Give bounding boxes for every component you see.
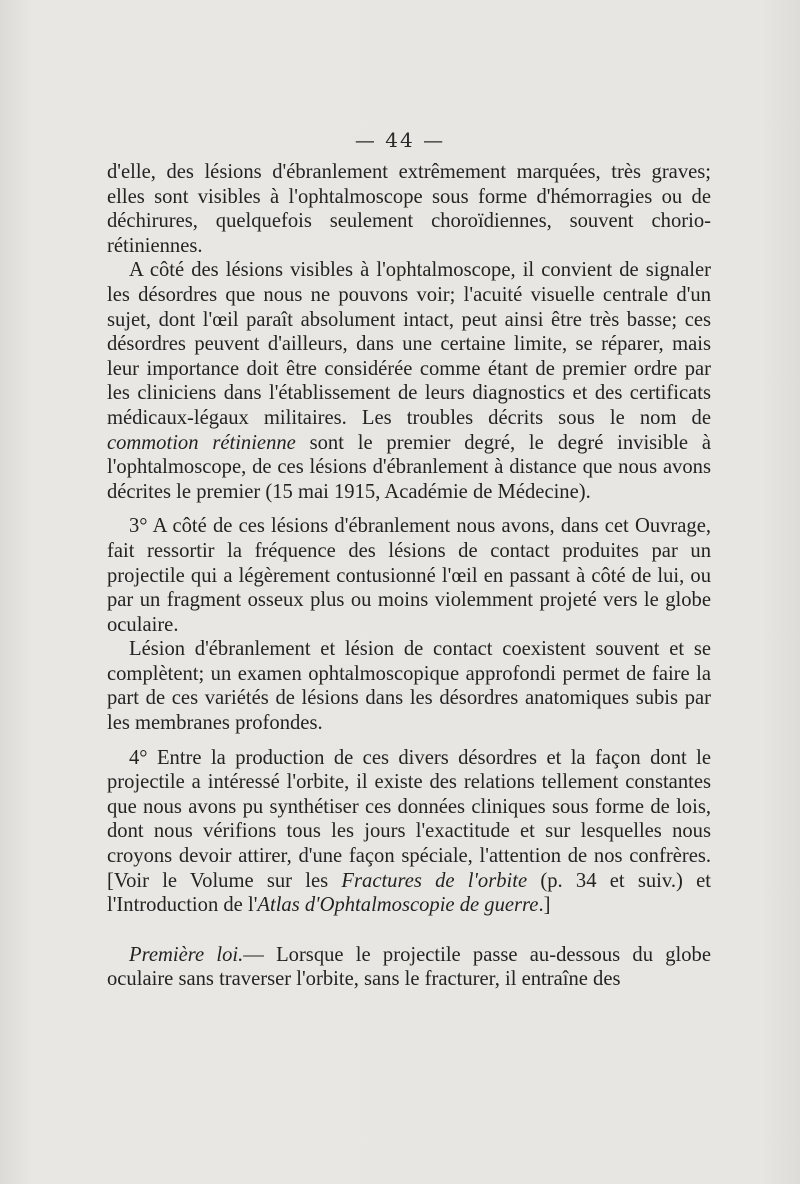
paragraph-2-text-end: sont le premier degré, le degré invisible à l'ophtalmoscope, de ces lésions d'ébranlement à distance que nous avons décrites le premier (15 mai 1915, Académie de Médecine). <box>107 431 712 503</box>
page-number: — 44 — <box>354 128 446 152</box>
paragraph-5-text: 4° Entre la production de ces divers désordres et la façon dont le projectile a intéressé l'orbite, il existe des relations tellement constantes que nous avons pu synthétiser ces données cliniques sous forme de lois, dont nous vérifions tous les jours l'exactitude et sur lesquelles nous croyons devoir attirer, d'une façon spéciale, l'attention de nos confrères. [Voir le Volume sur les <box>107 746 711 892</box>
paragraph-2 <box>107 258 711 504</box>
paragraph-1-text: d'elle, des lésions d'ébranlement extrêmement marquées, très graves; elles sont visibles à l'ophtalmoscope sous forme d'hémorragies ou de déchirures, quelquefois seulement choroïdiennes, souvent chorio-rétiniennes. <box>107 161 711 257</box>
paragraph-4 <box>107 637 711 735</box>
paragraph-2-text: A côté des lésions visibles à l'ophtalmoscope, il convient de signaler les désordres que nous ne pouvons voir; l'acuité visuelle centrale d'un sujet, dont l'œil paraît absolument intact, peut ainsi être très basse; ces désordres peuvent d'ailleurs, dans une certaine limite, se réparer, mais leur importance doit être considérée comme étant de premier ordre par les cliniciens dans l'établissement de leurs diagnostics et des certificats médicaux-légaux militaires. Les troubles décrits sous le nom de <box>107 259 711 429</box>
paragraph-5-text-end: .] <box>538 894 551 917</box>
paragraph-5 <box>107 746 711 918</box>
paragraph-6-italic: Première loi. <box>129 943 244 966</box>
page-body <box>107 160 711 992</box>
paragraph-4-text: Lésion d'ébranlement et lésion de contact coexistent souvent et se complètent; un examen ophtalmoscopique approfondi permet de faire la part de ces variétés de lésions dans les désordres anatomiques subis par les membranes profondes. <box>107 638 711 735</box>
paragraph-5-italic-2: Atlas d'Ophtalmoscopie de guerre <box>257 894 539 917</box>
paragraph-3 <box>107 514 711 637</box>
paragraph-1 <box>107 160 711 258</box>
paragraph-2-italic: commotion rétinienne <box>107 431 296 454</box>
paragraph-6-text: — Lorsque le projectile passe au-dessous du globe oculaire sans traverser l'orbite, sans le fracturer, il entraîne des <box>107 943 711 991</box>
paragraph-5-text-mid: (p. 34 et suiv.) et l'Introduction de l' <box>107 869 711 917</box>
paragraph-3-text: 3° A côté de ces lésions d'ébranlement nous avons, dans cet Ouvrage, fait ressortir la fréquence des lésions de contact produites par un projectile qui a légèrement contusionné l'œil en passant à côté de lui, ou par un fragment osseux plus ou moins violemment projeté vers le globe oculaire. <box>107 515 711 636</box>
paragraph-6 <box>107 943 711 992</box>
paragraph-5-italic: Fractures de l'orbite <box>341 869 528 892</box>
